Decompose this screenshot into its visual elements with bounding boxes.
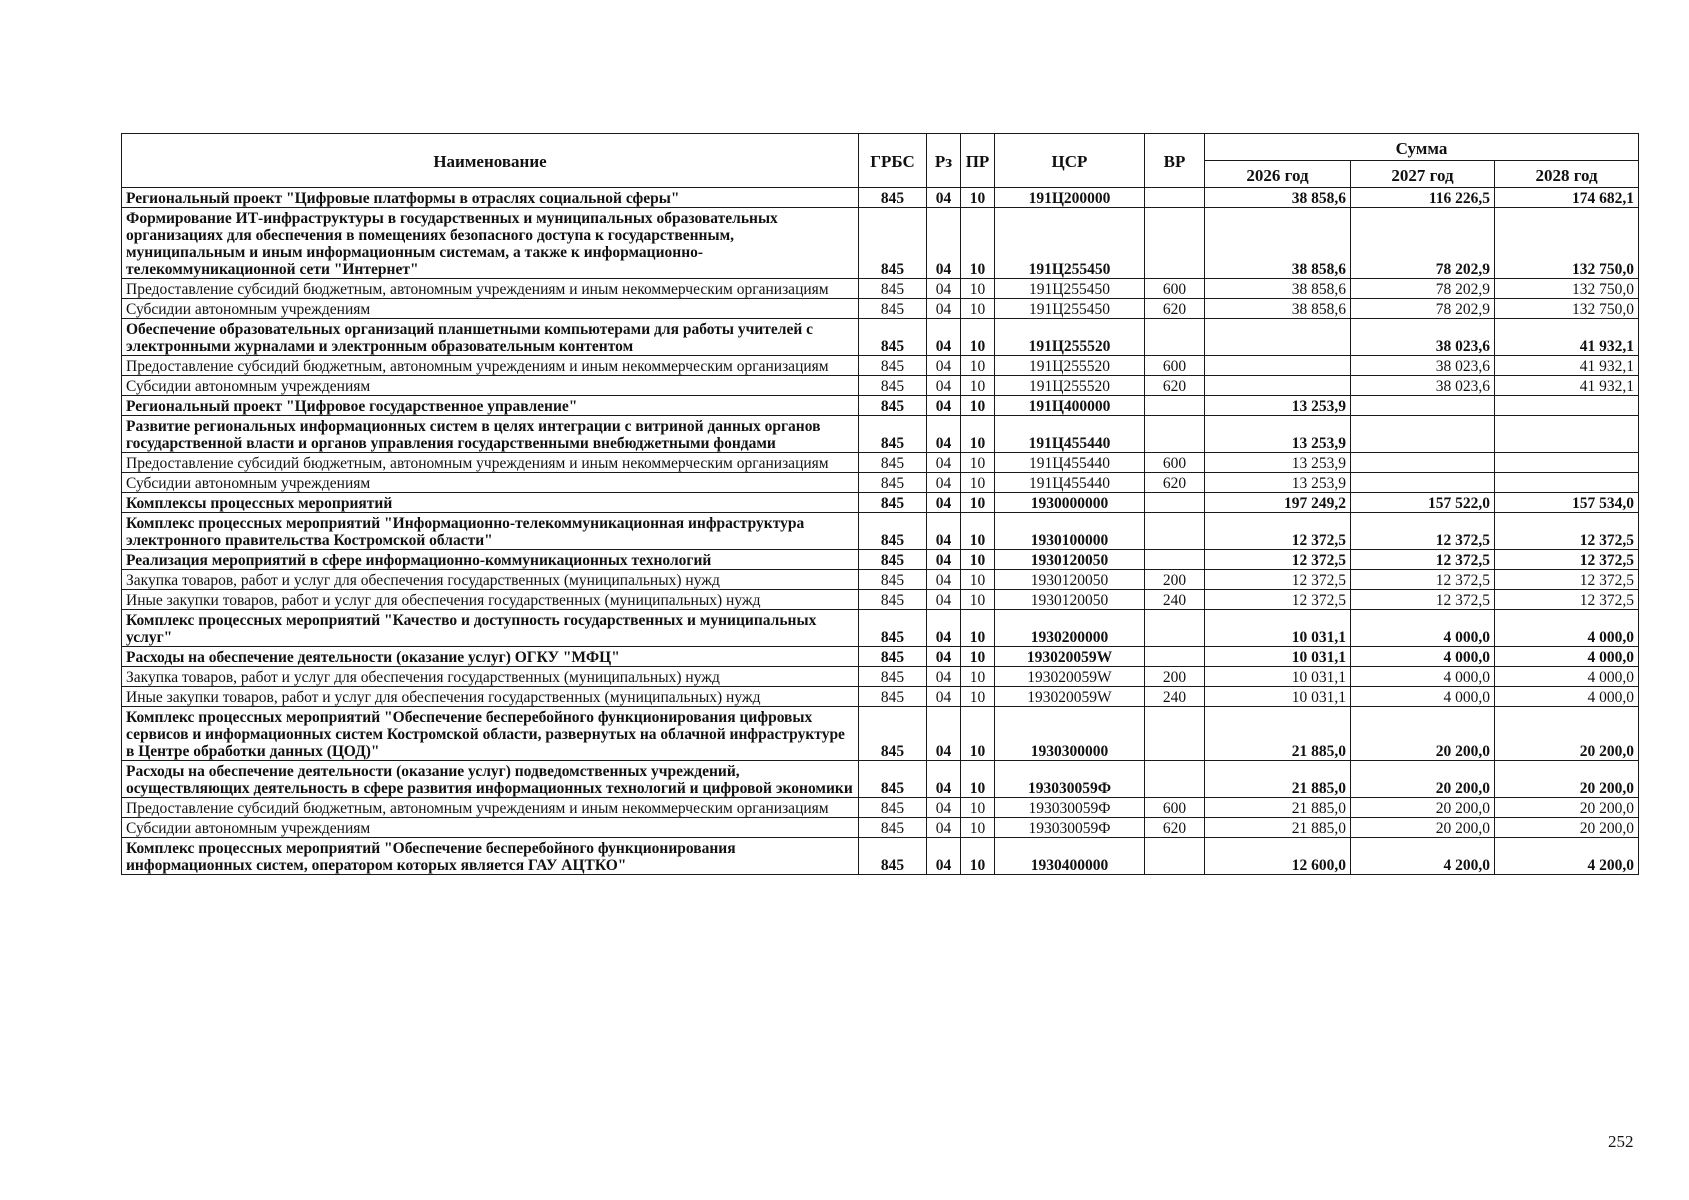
cell-vr: 200: [1145, 667, 1205, 687]
cell-name: Субсидии автономным учреждениям: [122, 299, 859, 319]
cell-pr: 10: [961, 647, 995, 667]
cell-csr: 193030059Ф: [995, 761, 1145, 798]
table-row: [122, 687, 1639, 707]
cell-grbs: 845: [859, 707, 927, 761]
cell-2026: 12 372,5: [1205, 570, 1351, 590]
cell-pr: 10: [961, 550, 995, 570]
table-row: [122, 647, 1639, 667]
cell-grbs: 845: [859, 416, 927, 453]
table-row: [122, 818, 1639, 838]
table-row: [122, 513, 1639, 550]
cell-name: Субсидии автономным учреждениям: [122, 473, 859, 493]
cell-name: Иные закупки товаров, работ и услуг для обеспечения государственных (муниципальных) нужд: [122, 590, 859, 610]
cell-2027: 12 372,5: [1351, 550, 1495, 570]
cell-grbs: 845: [859, 208, 927, 279]
cell-vr: [1145, 550, 1205, 570]
cell-csr: 191Ц455440: [995, 416, 1145, 453]
cell-rz: 04: [927, 279, 961, 299]
cell-pr: 10: [961, 590, 995, 610]
table-row: [122, 376, 1639, 396]
table-row: [122, 188, 1639, 208]
cell-2028: 20 200,0: [1495, 761, 1639, 798]
cell-grbs: 845: [859, 590, 927, 610]
cell-2027: 116 226,5: [1351, 188, 1495, 208]
cell-grbs: 845: [859, 513, 927, 550]
cell-rz: 04: [927, 838, 961, 875]
cell-rz: 04: [927, 570, 961, 590]
cell-2027: 157 522,0: [1351, 493, 1495, 513]
cell-name: Развитие региональных информационных систем в целях интеграции с витриной данных органов государственной власти и органов управления государственными внебюджетными фондами: [122, 416, 859, 453]
cell-2028: 174 682,1: [1495, 188, 1639, 208]
cell-2027: [1351, 453, 1495, 473]
cell-rz: 04: [927, 453, 961, 473]
cell-2028: 132 750,0: [1495, 279, 1639, 299]
cell-2028: 12 372,5: [1495, 590, 1639, 610]
budget-table: [121, 133, 1639, 875]
header-rz: Рз: [927, 134, 961, 188]
cell-vr: 600: [1145, 279, 1205, 299]
cell-2026: 21 885,0: [1205, 798, 1351, 818]
cell-vr: [1145, 396, 1205, 416]
cell-2028: 132 750,0: [1495, 208, 1639, 279]
cell-2027: 38 023,6: [1351, 319, 1495, 356]
cell-vr: [1145, 208, 1205, 279]
cell-2026: 12 372,5: [1205, 590, 1351, 610]
cell-2027: 20 200,0: [1351, 761, 1495, 798]
cell-csr: 191Ц455440: [995, 473, 1145, 493]
cell-2027: 38 023,6: [1351, 356, 1495, 376]
cell-rz: 04: [927, 396, 961, 416]
cell-vr: [1145, 493, 1205, 513]
cell-csr: 193020059W: [995, 647, 1145, 667]
cell-vr: [1145, 319, 1205, 356]
cell-grbs: 845: [859, 453, 927, 473]
table-header: [122, 134, 1639, 188]
cell-csr: 1930120050: [995, 550, 1145, 570]
cell-2027: 20 200,0: [1351, 798, 1495, 818]
cell-name: Предоставление субсидий бюджетным, автономным учреждениям и иным некоммерческим организациям: [122, 356, 859, 376]
cell-csr: 191Ц455440: [995, 453, 1145, 473]
cell-2026: 13 253,9: [1205, 473, 1351, 493]
cell-name: Предоставление субсидий бюджетным, автономным учреждениям и иным некоммерческим организациям: [122, 453, 859, 473]
cell-2026: 10 031,1: [1205, 647, 1351, 667]
cell-csr: 191Ц255520: [995, 356, 1145, 376]
cell-name: Закупка товаров, работ и услуг для обеспечения государственных (муниципальных) нужд: [122, 570, 859, 590]
cell-vr: [1145, 416, 1205, 453]
cell-csr: 1930400000: [995, 838, 1145, 875]
table-row: [122, 590, 1639, 610]
header-grbs: ГРБС: [859, 134, 927, 188]
cell-csr: 191Ц255450: [995, 299, 1145, 319]
cell-2028: [1495, 396, 1639, 416]
cell-2026: 21 885,0: [1205, 818, 1351, 838]
cell-2028: 132 750,0: [1495, 299, 1639, 319]
cell-rz: 04: [927, 798, 961, 818]
cell-grbs: 845: [859, 319, 927, 356]
header-sum: Сумма: [1205, 134, 1639, 161]
cell-pr: 10: [961, 453, 995, 473]
cell-vr: [1145, 610, 1205, 647]
cell-grbs: 845: [859, 570, 927, 590]
cell-2026: 10 031,1: [1205, 667, 1351, 687]
cell-2026: 38 858,6: [1205, 299, 1351, 319]
cell-vr: 240: [1145, 687, 1205, 707]
cell-2028: 12 372,5: [1495, 513, 1639, 550]
cell-vr: 600: [1145, 356, 1205, 376]
cell-grbs: 845: [859, 647, 927, 667]
cell-grbs: 845: [859, 493, 927, 513]
cell-name: Региональный проект "Цифровое государственное управление": [122, 396, 859, 416]
cell-pr: 10: [961, 838, 995, 875]
cell-pr: 10: [961, 188, 995, 208]
cell-rz: 04: [927, 590, 961, 610]
cell-rz: 04: [927, 356, 961, 376]
cell-pr: 10: [961, 570, 995, 590]
cell-2026: 13 253,9: [1205, 396, 1351, 416]
cell-2028: 4 000,0: [1495, 687, 1639, 707]
cell-name: Субсидии автономным учреждениям: [122, 818, 859, 838]
table-row: [122, 707, 1639, 761]
cell-csr: 193030059Ф: [995, 818, 1145, 838]
cell-grbs: 845: [859, 473, 927, 493]
table-row: [122, 493, 1639, 513]
cell-name: Предоставление субсидий бюджетным, автономным учреждениям и иным некоммерческим организациям: [122, 798, 859, 818]
cell-2026: 38 858,6: [1205, 279, 1351, 299]
cell-csr: 193020059W: [995, 687, 1145, 707]
cell-rz: 04: [927, 299, 961, 319]
cell-2027: 4 000,0: [1351, 687, 1495, 707]
cell-2028: 20 200,0: [1495, 798, 1639, 818]
cell-2027: 78 202,9: [1351, 279, 1495, 299]
cell-grbs: 845: [859, 396, 927, 416]
table-row: [122, 838, 1639, 875]
cell-2027: 78 202,9: [1351, 299, 1495, 319]
table-body: [122, 188, 1639, 875]
cell-2028: 4 200,0: [1495, 838, 1639, 875]
cell-csr: 191Ц200000: [995, 188, 1145, 208]
cell-2027: [1351, 396, 1495, 416]
cell-csr: 1930120050: [995, 590, 1145, 610]
cell-name: Расходы на обеспечение деятельности (оказание услуг) ОГКУ "МФЦ": [122, 647, 859, 667]
cell-grbs: 845: [859, 667, 927, 687]
cell-name: Формирование ИТ-инфраструктуры в государственных и муниципальных образовательных организациях для обеспечения в помещениях безопасного доступа к государственным, муниципальным и иным информационным системам, а также к информационно-телекоммуникационной сети "Интернет": [122, 208, 859, 279]
cell-2027: 20 200,0: [1351, 818, 1495, 838]
cell-2026: 13 253,9: [1205, 416, 1351, 453]
cell-2026: 38 858,6: [1205, 188, 1351, 208]
cell-csr: 1930200000: [995, 610, 1145, 647]
table-row: [122, 356, 1639, 376]
cell-vr: 240: [1145, 590, 1205, 610]
cell-grbs: 845: [859, 687, 927, 707]
cell-csr: 1930300000: [995, 707, 1145, 761]
cell-vr: [1145, 647, 1205, 667]
cell-csr: 191Ц255450: [995, 279, 1145, 299]
cell-rz: 04: [927, 319, 961, 356]
cell-rz: 04: [927, 188, 961, 208]
cell-vr: 200: [1145, 570, 1205, 590]
cell-grbs: 845: [859, 299, 927, 319]
cell-2027: 12 372,5: [1351, 590, 1495, 610]
cell-2027: 38 023,6: [1351, 376, 1495, 396]
cell-rz: 04: [927, 818, 961, 838]
cell-2028: 41 932,1: [1495, 376, 1639, 396]
cell-pr: 10: [961, 761, 995, 798]
cell-csr: 193030059Ф: [995, 798, 1145, 818]
cell-csr: 193020059W: [995, 667, 1145, 687]
cell-2026: 197 249,2: [1205, 493, 1351, 513]
cell-csr: 1930000000: [995, 493, 1145, 513]
header-vr: ВР: [1145, 134, 1205, 188]
cell-pr: 10: [961, 416, 995, 453]
cell-rz: 04: [927, 493, 961, 513]
cell-pr: 10: [961, 376, 995, 396]
cell-vr: 600: [1145, 798, 1205, 818]
table-row: [122, 279, 1639, 299]
cell-2028: 20 200,0: [1495, 818, 1639, 838]
cell-2026: 13 253,9: [1205, 453, 1351, 473]
cell-vr: 600: [1145, 453, 1205, 473]
cell-grbs: 845: [859, 376, 927, 396]
cell-2026: [1205, 356, 1351, 376]
table-row: [122, 319, 1639, 356]
cell-name: Комплекс процессных мероприятий "Информационно-телекоммуникационная инфраструктура электронного правительства Костромской области": [122, 513, 859, 550]
table-row: [122, 570, 1639, 590]
cell-rz: 04: [927, 550, 961, 570]
cell-2027: 4 000,0: [1351, 647, 1495, 667]
cell-pr: 10: [961, 299, 995, 319]
header-year-2026: 2026 год: [1205, 161, 1351, 188]
cell-pr: 10: [961, 610, 995, 647]
cell-2028: 20 200,0: [1495, 707, 1639, 761]
cell-2027: 4 000,0: [1351, 667, 1495, 687]
table-row: [122, 798, 1639, 818]
cell-2028: 41 932,1: [1495, 356, 1639, 376]
cell-rz: 04: [927, 513, 961, 550]
cell-2027: 12 372,5: [1351, 513, 1495, 550]
cell-csr: 191Ц255520: [995, 376, 1145, 396]
cell-rz: 04: [927, 667, 961, 687]
cell-pr: 10: [961, 356, 995, 376]
cell-vr: 620: [1145, 299, 1205, 319]
cell-name: Комплекс процессных мероприятий "Обеспечение бесперебойного функционирования информационных систем, оператором которых является ГАУ АЦТКО": [122, 838, 859, 875]
cell-grbs: 845: [859, 188, 927, 208]
cell-csr: 1930100000: [995, 513, 1145, 550]
cell-name: Реализация мероприятий в сфере информационно-коммуникационных технологий: [122, 550, 859, 570]
cell-pr: 10: [961, 319, 995, 356]
cell-pr: 10: [961, 667, 995, 687]
cell-2028: [1495, 453, 1639, 473]
cell-2027: 4 000,0: [1351, 610, 1495, 647]
header-year-2028: 2028 год: [1495, 161, 1639, 188]
cell-rz: 04: [927, 647, 961, 667]
cell-grbs: 845: [859, 838, 927, 875]
cell-2027: 4 200,0: [1351, 838, 1495, 875]
table-row: [122, 208, 1639, 279]
cell-pr: 10: [961, 798, 995, 818]
cell-name: Субсидии автономным учреждениям: [122, 376, 859, 396]
cell-rz: 04: [927, 687, 961, 707]
cell-name: Расходы на обеспечение деятельности (оказание услуг) подведомственных учреждений, осуществляющих деятельность в сфере развития информационных технологий и цифровой экономики: [122, 761, 859, 798]
cell-2026: [1205, 319, 1351, 356]
table-row: [122, 453, 1639, 473]
cell-2026: 21 885,0: [1205, 761, 1351, 798]
cell-2027: [1351, 473, 1495, 493]
cell-pr: 10: [961, 493, 995, 513]
cell-grbs: 845: [859, 610, 927, 647]
cell-csr: 191Ц400000: [995, 396, 1145, 416]
cell-rz: 04: [927, 707, 961, 761]
table-row: [122, 473, 1639, 493]
cell-2028: 4 000,0: [1495, 667, 1639, 687]
cell-pr: 10: [961, 513, 995, 550]
cell-pr: 10: [961, 279, 995, 299]
cell-2027: [1351, 416, 1495, 453]
cell-pr: 10: [961, 687, 995, 707]
table-row: [122, 550, 1639, 570]
cell-name: Обеспечение образовательных организаций планшетными компьютерами для работы учителей с электронными журналами и электронным образовательным контентом: [122, 319, 859, 356]
cell-grbs: 845: [859, 550, 927, 570]
cell-2028: 157 534,0: [1495, 493, 1639, 513]
cell-2028: 12 372,5: [1495, 550, 1639, 570]
cell-2028: [1495, 473, 1639, 493]
table-row: [122, 667, 1639, 687]
table-row: [122, 299, 1639, 319]
cell-grbs: 845: [859, 798, 927, 818]
cell-2027: 12 372,5: [1351, 570, 1495, 590]
cell-2028: [1495, 416, 1639, 453]
cell-2026: 12 372,5: [1205, 513, 1351, 550]
table-row: [122, 396, 1639, 416]
cell-grbs: 845: [859, 279, 927, 299]
page-number: 252: [1608, 1132, 1634, 1151]
cell-2026: 38 858,6: [1205, 208, 1351, 279]
cell-name: Комплекс процессных мероприятий "Обеспечение бесперебойного функционирования цифровых сервисов и информационных систем Костромской области, развернутых на облачной инфраструктуре в Центре обработки данных (ЦОД)": [122, 707, 859, 761]
cell-grbs: 845: [859, 761, 927, 798]
cell-name: Иные закупки товаров, работ и услуг для обеспечения государственных (муниципальных) нужд: [122, 687, 859, 707]
cell-vr: [1145, 838, 1205, 875]
cell-rz: 04: [927, 610, 961, 647]
cell-grbs: 845: [859, 356, 927, 376]
cell-csr: 191Ц255520: [995, 319, 1145, 356]
cell-csr: 1930120050: [995, 570, 1145, 590]
cell-pr: 10: [961, 208, 995, 279]
cell-pr: 10: [961, 396, 995, 416]
cell-vr: [1145, 188, 1205, 208]
cell-2028: 4 000,0: [1495, 610, 1639, 647]
cell-name: Предоставление субсидий бюджетным, автономным учреждениям и иным некоммерческим организациям: [122, 279, 859, 299]
cell-pr: 10: [961, 473, 995, 493]
table-row: [122, 610, 1639, 647]
table-row: [122, 761, 1639, 798]
cell-name: Комплексы процессных мероприятий: [122, 493, 859, 513]
cell-2026: [1205, 376, 1351, 396]
cell-name: Региональный проект "Цифровые платформы в отраслях социальной сферы": [122, 188, 859, 208]
cell-vr: [1145, 761, 1205, 798]
cell-2027: 20 200,0: [1351, 707, 1495, 761]
cell-rz: 04: [927, 376, 961, 396]
cell-2026: 12 372,5: [1205, 550, 1351, 570]
header-year-2027: 2027 год: [1351, 161, 1495, 188]
cell-vr: 620: [1145, 376, 1205, 396]
cell-2026: 12 600,0: [1205, 838, 1351, 875]
cell-vr: [1145, 707, 1205, 761]
cell-name: Закупка товаров, работ и услуг для обеспечения государственных (муниципальных) нужд: [122, 667, 859, 687]
cell-2026: 21 885,0: [1205, 707, 1351, 761]
cell-rz: 04: [927, 473, 961, 493]
cell-pr: 10: [961, 818, 995, 838]
cell-grbs: 845: [859, 818, 927, 838]
header-name: Наименование: [122, 134, 859, 188]
cell-vr: 620: [1145, 473, 1205, 493]
header-csr: ЦСР: [995, 134, 1145, 188]
cell-pr: 10: [961, 707, 995, 761]
cell-vr: 620: [1145, 818, 1205, 838]
cell-2027: 78 202,9: [1351, 208, 1495, 279]
cell-name: Комплекс процессных мероприятий "Качество и доступность государственных и муниципальных услуг": [122, 610, 859, 647]
cell-csr: 191Ц255450: [995, 208, 1145, 279]
cell-2028: 41 932,1: [1495, 319, 1639, 356]
cell-vr: [1145, 513, 1205, 550]
table-row: [122, 416, 1639, 453]
cell-2028: 12 372,5: [1495, 570, 1639, 590]
cell-rz: 04: [927, 208, 961, 279]
cell-2026: 10 031,1: [1205, 610, 1351, 647]
cell-rz: 04: [927, 761, 961, 798]
cell-2028: 4 000,0: [1495, 647, 1639, 667]
cell-2026: 10 031,1: [1205, 687, 1351, 707]
header-pr: ПР: [961, 134, 995, 188]
cell-rz: 04: [927, 416, 961, 453]
